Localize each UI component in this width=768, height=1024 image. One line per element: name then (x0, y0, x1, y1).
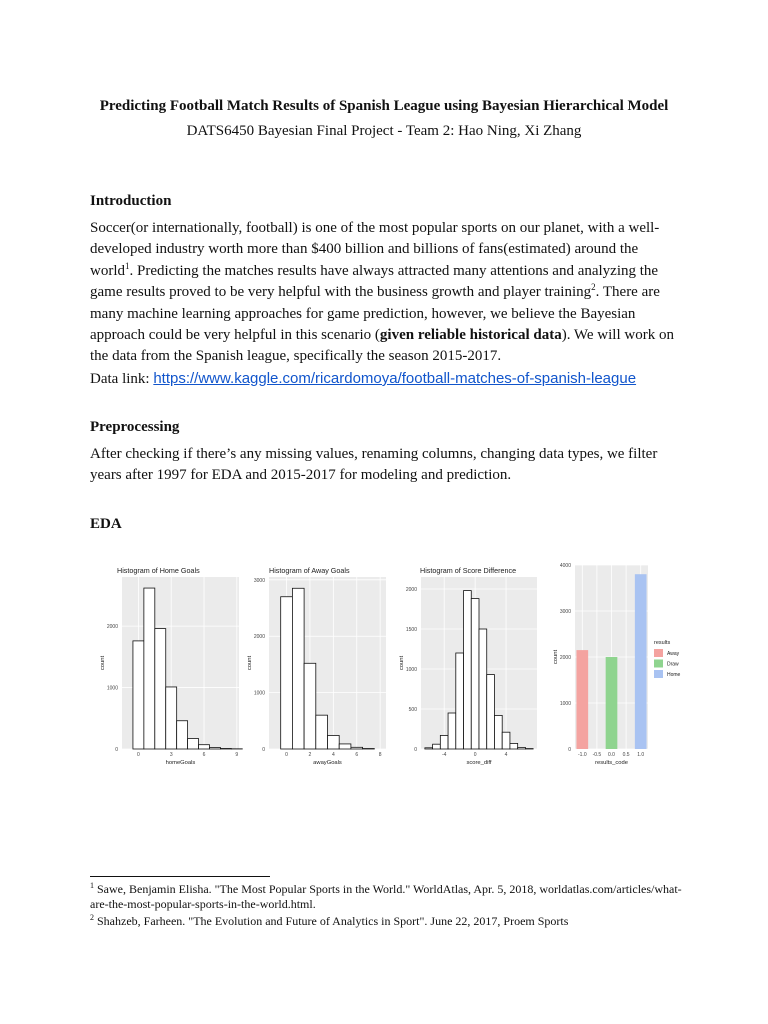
histogram-bar (502, 732, 510, 749)
chart-3 (399, 566, 537, 766)
histogram-bar (316, 715, 328, 749)
histogram-bar (456, 653, 464, 749)
footnote-rule (90, 876, 270, 877)
legend-swatch (654, 649, 663, 657)
footnote-1 (90, 882, 690, 912)
histogram-bar (304, 663, 316, 749)
x-tick-label: -1.0 (577, 752, 587, 758)
x-tick-label: 4 (504, 752, 508, 758)
eda-figure (92, 560, 681, 766)
legend-label: Home (667, 672, 681, 678)
histogram-bar (479, 629, 487, 749)
chart-2 (247, 566, 386, 766)
x-tick-label: 0 (473, 752, 477, 758)
x-tick-label: -0.5 (592, 752, 602, 758)
footnote-1-marker: 1 (90, 881, 94, 890)
paper-title: Predicting Football Match Results of Spanish League using Bayesian Hierarchical Model (99, 98, 669, 114)
x-tick-label: 2 (308, 752, 312, 758)
x-axis-label: score_diff (466, 760, 492, 766)
histogram-bar (440, 735, 448, 749)
y-tick-label: 0 (262, 747, 265, 753)
y-tick-label: 1000 (253, 690, 265, 697)
histogram-bar (425, 748, 433, 749)
legend-label: Draw (667, 661, 679, 668)
eda-heading: EDA (90, 516, 122, 532)
x-tick-label: 0 (285, 752, 288, 758)
legend-label: Away (667, 651, 680, 657)
legend-swatch (654, 660, 663, 668)
y-tick-label: 0 (414, 747, 417, 753)
y-tick-label: 500 (408, 707, 417, 713)
y-axis-label: count (399, 655, 405, 671)
y-axis-label: count (247, 655, 253, 671)
y-tick-label: 0 (568, 747, 571, 753)
histogram-bar (510, 743, 518, 749)
y-tick-label: 1000 (405, 667, 417, 673)
intro-text-2: . Predicting the matches results have always attracted many attentions and analyzing the game results proved to be very helpful with the business growth and player training (90, 262, 659, 301)
histogram-bar (188, 739, 199, 749)
chart-title: Histogram of Away Goals (269, 566, 350, 575)
histogram-bar (177, 721, 188, 749)
x-tick-label: -4 (441, 752, 447, 758)
histogram-bar (464, 591, 472, 749)
histogram-bar (199, 745, 210, 749)
intro-text-3: . There are many machine learning approaches for game prediction, however, we believe the Bayesian approach could be very helpful in this scenario ( (90, 284, 660, 344)
x-tick-label: 8 (378, 752, 382, 758)
x-tick-label: 1.0 (637, 752, 645, 758)
x-tick-label: 0.0 (608, 752, 615, 758)
histogram-bar (209, 747, 220, 749)
histogram-bar (351, 747, 363, 749)
paper-subtitle: DATS6450 Bayesian Final Project - Team 2: Hao Ning, Xi Zhang (186, 123, 582, 139)
results-bar (576, 650, 588, 749)
histogram-bar (166, 687, 177, 749)
legend-swatch (654, 670, 663, 678)
histogram-bar (155, 629, 166, 749)
footnote-2 (90, 914, 690, 929)
histogram-bar (339, 744, 351, 749)
chart-4 (553, 563, 681, 766)
x-axis-label: results_code (595, 760, 628, 766)
y-tick-label: 3000 (253, 577, 265, 584)
y-tick-label: 1500 (405, 627, 417, 633)
x-axis-label: awayGoals (313, 760, 342, 766)
y-tick-label: 2000 (559, 655, 571, 661)
preprocessing-heading: Preprocessing (90, 419, 180, 435)
histogram-bar (487, 675, 495, 749)
footnote-ref-2[interactable]: 2 (591, 282, 596, 293)
histogram-bar (518, 747, 526, 749)
histogram-bar (471, 599, 479, 749)
histogram-bar (433, 744, 441, 749)
histogram-bar (328, 735, 340, 749)
histogram-bar (448, 713, 456, 749)
introduction-paragraph (90, 218, 680, 390)
x-tick-label: 6 (202, 752, 206, 758)
y-tick-label: 4000 (559, 563, 571, 569)
data-link[interactable]: https://www.kaggle.com/ricardomoya/football-matches-of-spanish-league (153, 369, 637, 387)
legend-title: results (654, 640, 671, 646)
x-axis-label: homeGoals (165, 760, 196, 766)
y-tick-label: 2000 (253, 634, 265, 641)
chart-title: Histogram of Score Difference (420, 566, 517, 575)
footnote-1-text: Sawe, Benjamin Elisha. "The Most Popular Sports in the World." WorldAtlas, Apr. 5, 2018, worldatlas.com/articles/what-are-the-most-popular-sports-in-the-world.html. (90, 882, 682, 911)
y-tick-label: 0 (115, 747, 118, 753)
footnote-ref-1[interactable]: 1 (125, 260, 130, 271)
x-tick-label: 0 (137, 752, 140, 758)
y-tick-label: 1000 (106, 685, 118, 692)
y-tick-label: 2000 (106, 624, 118, 631)
x-tick-label: 6 (355, 752, 359, 758)
histogram-bar (144, 588, 155, 749)
intro-text-4: ). We will work on the data from the Spanish league, specifically the season 2015-2017. (90, 327, 674, 365)
y-tick-label: 3000 (559, 609, 571, 615)
intro-text-1: Soccer(or internationally, football) is one of the most popular sports on our planet, with a well-developed industry worth more than $400 billion and billions of fans(estimated) around the world (90, 220, 660, 279)
y-tick-label: 1000 (559, 701, 571, 707)
introduction-heading: Introduction (90, 193, 172, 209)
x-tick-label: 0.5 (622, 752, 630, 758)
histogram-bar (292, 588, 304, 749)
results-bar (606, 657, 618, 749)
chart-title: Histogram of Home Goals (117, 566, 200, 575)
y-axis-label: count (100, 655, 106, 671)
y-axis-label: count (553, 649, 559, 665)
histogram-bar (133, 641, 144, 749)
x-tick-label: 4 (331, 752, 335, 758)
results-bar (635, 574, 647, 749)
preprocessing-paragraph: After checking if there’s any missing values, renaming columns, changing data types, we filter years after 1997 for EDA and 2015-2017 for modeling and prediction. (90, 446, 658, 484)
y-tick-label: 2000 (405, 587, 417, 593)
intro-bold-text: given reliable historical data (379, 327, 562, 344)
footnote-2-marker: 2 (90, 913, 94, 922)
data-link-label: Data link: (90, 370, 154, 387)
x-tick-label: 9 (235, 752, 239, 758)
histogram-bar (281, 597, 293, 749)
footnote-2-text: Shahzeb, Farheen. "The Evolution and Future of Analytics in Sport". June 22, 2017, Proem Sports (94, 914, 569, 928)
histogram-bar (494, 715, 502, 749)
chart-1 (100, 566, 242, 766)
x-tick-label: 3 (169, 752, 173, 758)
